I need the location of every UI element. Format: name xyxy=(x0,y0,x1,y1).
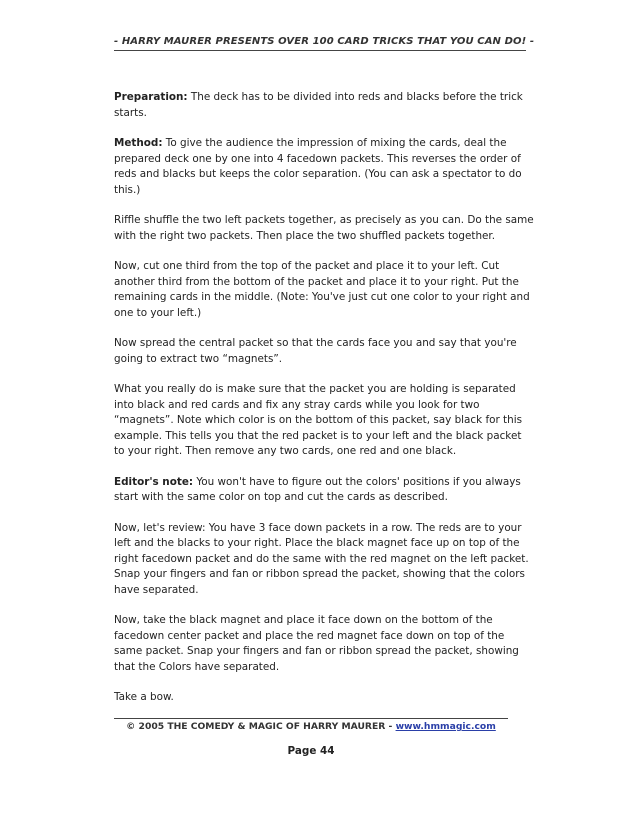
method-text: To give the audience the impression of mixing the cards, deal the prepared deck one by one into 4 facedown packets. This reverses the order of reds and blacks but keeps the color separation. (You can ask a spectator to do this.) xyxy=(114,137,522,196)
website-link[interactable]: www.hmmagic.com xyxy=(395,721,496,732)
method-paragraph xyxy=(114,136,534,198)
footer xyxy=(114,721,508,732)
method-label: Method: xyxy=(114,137,163,149)
document-body xyxy=(114,90,534,721)
riffle-paragraph: Riffle shuffle the two left packets together, as precisely as you can. Do the same with the right two packets. Then place the two shuffled packets together. xyxy=(114,214,534,242)
page-number: Page 44 xyxy=(287,745,335,757)
really-paragraph: What you really do is make sure that the packet you are holding is separated into black and red cards and fix any stray cards while you look for two “magnets”. Note which color is on the bottom of this packet, say black for this example. This tells you that the red packet is to your left and the black packet to your right. Then remove any two cards, one red and one black. xyxy=(114,383,523,457)
editors-note-label: Editor's note: xyxy=(114,475,194,488)
editors-note-paragraph xyxy=(114,475,534,506)
cut-paragraph: Now, cut one third from the top of the packet and place it to your left. Cut another third from the bottom of the packet and place it to your right. Put the remaining cards in the middle. (Note: You've just cut one color to your right and one to your left.) xyxy=(114,260,530,319)
bow-paragraph: Take a bow. xyxy=(114,691,174,703)
header-divider xyxy=(114,50,526,51)
preparation-paragraph xyxy=(114,90,534,121)
spread-paragraph: Now spread the central packet so that the cards face you and say that you're going to extract two “magnets”. xyxy=(114,337,517,365)
editors-note-text: You won't have to figure out the colors' positions if you always start with the same color on top and cut the cards as described. xyxy=(114,475,521,503)
footer-copyright: © 2005 THE COMEDY & MAGIC OF HARRY MAURER - xyxy=(126,721,396,732)
footer-divider xyxy=(114,718,508,719)
running-header: - HARRY MAURER PRESENTS OVER 100 CARD TRICKS THAT YOU CAN DO! - xyxy=(114,36,535,47)
preparation-text: The deck has to be divided into reds and blacks before the trick starts. xyxy=(114,91,523,119)
preparation-label: Preparation: xyxy=(114,91,188,103)
review-paragraph: Now, let's review: You have 3 face down packets in a row. The reds are to your left and the blacks to your right. Place the black magnet face up on top of the right facedown packet and do the same with the red magnet on the left packet. Snap your fingers and fan or ribbon spread the packet, showing that the colors have separated. xyxy=(114,521,529,596)
black-magnet-paragraph: Now, take the black magnet and place it face down on the bottom of the facedown center packet and place the red magnet face down on top of the same packet. Snap your fingers and fan or ribbon spread the packet, showing that the Colors have separated. xyxy=(114,614,519,673)
